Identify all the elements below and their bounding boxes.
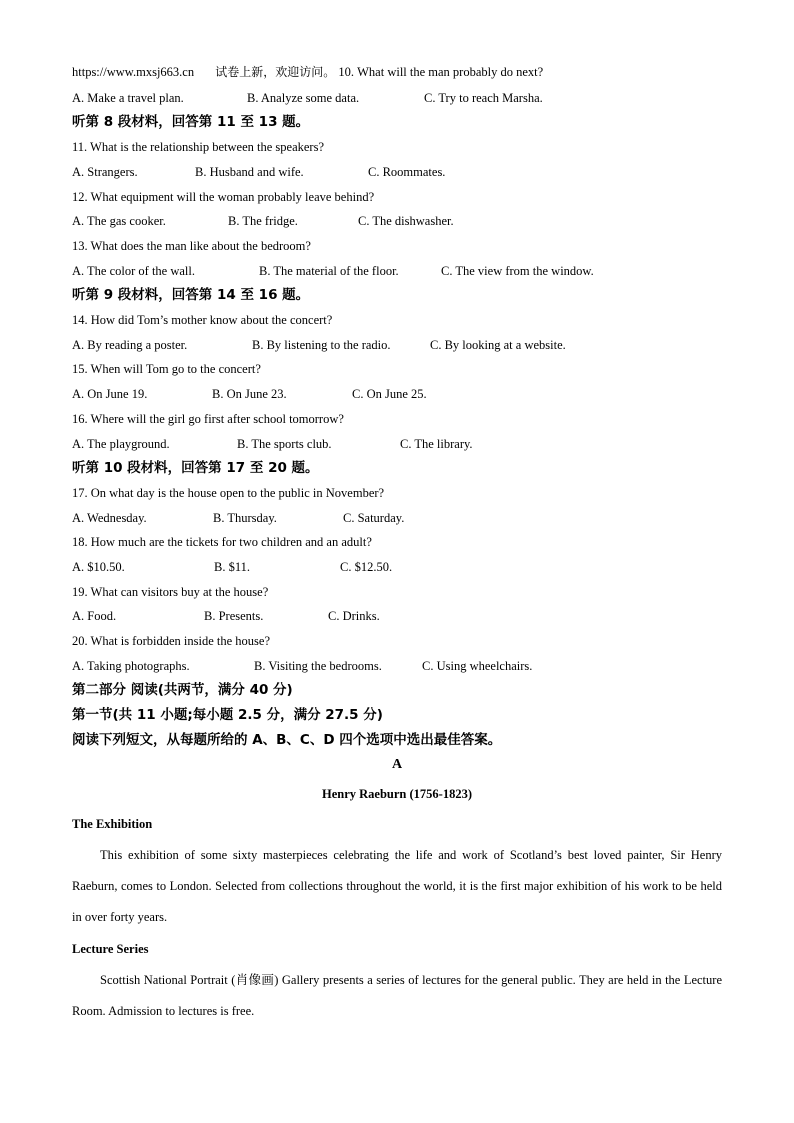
question-10-stem: 10. What will the man probably do next? (338, 65, 544, 79)
option-c: C. Drinks. (328, 609, 380, 623)
passage-letter: A (391, 757, 403, 772)
option-b: B. Husband and wife. (195, 165, 304, 179)
option-c: C. By looking at a website. (430, 338, 566, 352)
section-10-heading: 听第 10 段材料，回答第 17 至 20 题。 (72, 460, 319, 476)
option-a: A. The gas cooker. (72, 214, 166, 228)
option-c: C. The dishwasher. (358, 214, 454, 228)
header-line (72, 64, 543, 80)
question-19-stem: 19. What can visitors buy at the house? (72, 585, 269, 599)
lecture-series-heading: Lecture Series (72, 942, 149, 956)
option-b: B. On June 23. (212, 387, 287, 401)
option-b: B. The fridge. (228, 214, 298, 228)
lecture-series-paragraph: Scottish National Portrait (肖像画) Gallery presents a series of lectures for the general public. They are held in the Lecture Room. Admission to lectures is free. (72, 973, 722, 1018)
option-a: A. Strangers. (72, 165, 138, 179)
option-b: B. The sports club. (237, 437, 332, 451)
question-11-stem: 11. What is the relationship between the speakers? (72, 140, 325, 154)
option-a: A. Food. (72, 609, 117, 623)
option-a: A. Wednesday. (72, 511, 147, 525)
exhibition-heading: The Exhibition (72, 817, 153, 831)
option-b: B. By listening to the radio. (252, 338, 391, 352)
notice-text: 试卷上新，欢迎访问。 (215, 65, 336, 79)
option-c: C. Saturday. (343, 511, 405, 525)
option-b: B. Visiting the bedrooms. (254, 659, 382, 673)
part-2-title: 第二部分 阅读(共两节，满分 40 分) (72, 682, 293, 698)
section-9-heading: 听第 9 段材料，回答第 14 至 16 题。 (72, 287, 310, 303)
option-b: B. $11. (214, 560, 250, 574)
option-a: A. The color of the wall. (72, 264, 195, 278)
option-b: B. Thursday. (213, 511, 277, 525)
option-c: C. $12.50. (340, 560, 393, 574)
question-15-stem: 15. When will Tom go to the concert? (72, 362, 261, 376)
part-2-instruction: 阅读下列短文，从每题所给的 A、B、C、D 四个选项中选出最佳答案。 (72, 732, 502, 748)
option-c: C. On June 25. (352, 387, 427, 401)
question-16-stem: 16. Where will the girl go first after school tomorrow? (72, 412, 344, 426)
option-c: C. The view from the window. (441, 264, 594, 278)
option-a: A. By reading a poster. (72, 338, 188, 352)
option-b: B. The material of the floor. (259, 264, 399, 278)
question-12-stem: 12. What equipment will the woman probably leave behind? (72, 190, 375, 204)
option-b: B. Analyze some data. (247, 91, 360, 105)
question-20-stem: 20. What is forbidden inside the house? (72, 634, 270, 648)
option-a: A. On June 19. (72, 387, 148, 401)
question-17-stem: 17. On what day is the house open to the public in November? (72, 486, 385, 500)
question-13-stem: 13. What does the man like about the bedroom? (72, 239, 311, 253)
option-c: C. Try to reach Marsha. (424, 91, 543, 105)
option-a: A. The playground. (72, 437, 170, 451)
section-8-heading: 听第 8 段材料，回答第 11 至 13 题。 (72, 114, 310, 130)
question-18-stem: 18. How much are the tickets for two children and an adult? (72, 535, 372, 549)
option-a: A. $10.50. (72, 560, 125, 574)
option-c: C. The library. (400, 437, 473, 451)
option-c: C. Roommates. (368, 165, 446, 179)
source-url[interactable]: https://www.mxsj663.cn (72, 65, 195, 79)
option-b: B. Presents. (204, 609, 264, 623)
passage-title: Henry Raeburn (1756-1823) (322, 787, 472, 801)
option-c: C. Using wheelchairs. (422, 659, 533, 673)
option-a: A. Taking photographs. (72, 659, 190, 673)
option-a: A. Make a travel plan. (72, 91, 184, 105)
part-2-subtitle: 第一节(共 11 小题;每小题 2.5 分，满分 27.5 分) (72, 707, 383, 723)
question-14-stem: 14. How did Tom’s mother know about the concert? (72, 313, 333, 327)
exhibition-paragraph: This exhibition of some sixty masterpieces celebrating the life and work of Scotland’s best loved painter, Sir Henry Raeburn, comes to London. Selected from collections throughout the world, it is the first major exhibition of his work to be held in over forty years. (72, 848, 722, 924)
